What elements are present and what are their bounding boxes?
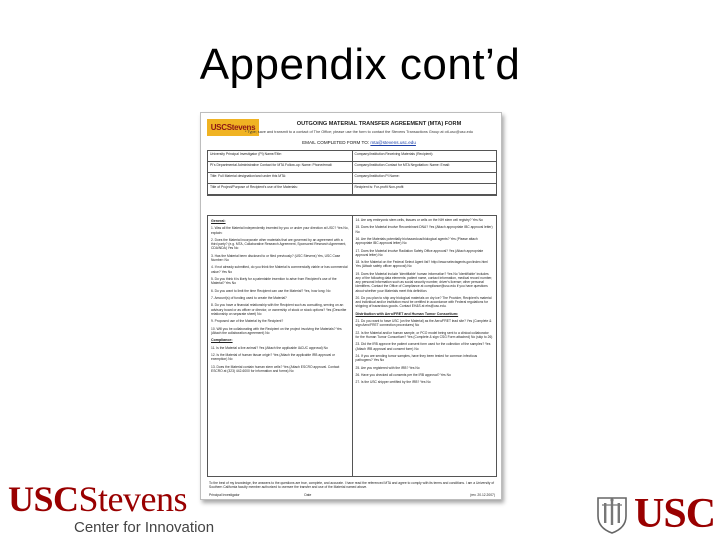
doc-header-cell: University Principal Investigator (PI) Name/Title: bbox=[210, 152, 282, 156]
center-for-innovation-text: Center for Innovation bbox=[74, 519, 215, 536]
usc-wordmark-right: USC bbox=[634, 491, 716, 537]
slide-title: Appendix cont’d bbox=[199, 40, 521, 89]
doc-question: 18. Is the Material on the Federal Select Agent list? http://www.selectagents.gov/index.html Yes (Attach safety officer approval) No bbox=[355, 260, 488, 269]
doc-header-cell: Company/Institution Receiving Materials (Recipient): bbox=[352, 151, 497, 161]
doc-form-title: OUTGOING MATERIAL TRANSFER AGREEMENT (MTA) FORM bbox=[296, 121, 462, 127]
doc-email-label: EMAIL COMPLETED FORM TO: bbox=[302, 140, 370, 145]
doc-header-row bbox=[208, 151, 496, 162]
usc-logo bbox=[594, 490, 720, 540]
doc-question: 8. Do you have a financial relationship with the Recipient such as consulting, serving on an advisory board or as officer or director, or ownership of stock or stock options? Yes (Describe relationship on separate sheet) No bbox=[211, 303, 347, 316]
usc-wordmark-part: USC bbox=[8, 479, 79, 519]
doc-left-column bbox=[208, 216, 352, 476]
doc-question: 4. If not already submitted, do you think the Material is commercially viable or has commercial value? Yes No bbox=[211, 265, 348, 274]
doc-question: 9. Proposed use of the Material by the Recipient? bbox=[211, 319, 284, 324]
doc-usc-stevens-logo: USCStevens bbox=[207, 119, 259, 136]
usc-seal-icon bbox=[594, 494, 630, 534]
doc-question: Compliance: bbox=[211, 338, 233, 343]
doc-question: 11. Is the Material a live animal? Yes (Attach the applicable IACUC approval) No bbox=[211, 345, 328, 350]
doc-question: 2. Does the Material incorporate other materials that are governed by an agreement with a third party? (e.g. MTA, Collaborative Research Agreement, Sponsored Research Agreement, CDA/NDA) Yes No bbox=[211, 237, 347, 251]
doc-header-cell: Company/Institution Contact for MTA Negotiation: Name: Email: bbox=[352, 162, 497, 172]
usc-stevens-wordmark bbox=[8, 480, 208, 518]
doc-question: 7. Amount(s) of funding used to create the Material? bbox=[211, 295, 287, 300]
doc-question: 17. Does the Material involve Radiation Safety Office approval? Yes (Attach appropriate approval letter) No bbox=[355, 248, 484, 257]
doc-header-row bbox=[208, 173, 496, 184]
doc-question: 26. Have you checked all consents per the IRB approval? Yes No bbox=[355, 372, 451, 377]
doc-question: 27. Is the USC shipper certified by the IRB? Yes No bbox=[355, 380, 431, 385]
doc-question: 3. Has the Material been disclosed to or filed previously? (USC Stevens) Yes, USC Case Number: No bbox=[211, 253, 341, 262]
doc-question: 21. Do you want to have USC (on the Material) as the Aero/FRET lead site? Yes (Complete & sign Aero/FRET connection procedures) No bbox=[355, 319, 492, 328]
doc-question: 19. Does the Material include 'identifiable' human information? Yes No 'Identifiable' includes any of the following data elements: patient name, contact information, medical record number, any personal information such as social security number, driver's license; other personal identifiers. Contact the Office of Compliance at compliance@usc.edu if you have questions about whether your Materials meet this definition. bbox=[355, 271, 493, 293]
doc-right-column bbox=[352, 216, 497, 476]
doc-question: General: bbox=[211, 219, 226, 223]
doc-header-row bbox=[208, 184, 496, 195]
doc-signature-row bbox=[209, 493, 495, 497]
doc-question: 13. Does the Material contain human stem cells? Yes (Attach ESCRO approval. Contact ESCRO at (323) 442-6000 for information and forms) No bbox=[211, 364, 340, 373]
doc-date-label: Date bbox=[304, 493, 312, 497]
doc-email-link[interactable]: mta@stevens.usc.edu bbox=[370, 140, 416, 145]
doc-header-cell: Title: Full Material designation/and under this MTA: bbox=[210, 174, 287, 178]
doc-question: 10. Will you be collaborating with the Recipient on the project involving the Materials? Yes (Attach the collaboration agreement) No bbox=[211, 326, 342, 335]
doc-question: 5. Do you think it is likely for a patentable invention to arise from Recipient's use of the Material? Yes No bbox=[211, 276, 337, 286]
doc-questions bbox=[207, 215, 497, 477]
doc-revision: (rev. 20.12.2007) bbox=[470, 493, 495, 497]
doc-header-cell: Title of Project/Purpose of Recipient's use of the Materials: bbox=[210, 185, 298, 189]
doc-question: 16. Are the Materials potentially biohazardous/biological agents? Yes (Please attach appropriate IBC approval letter) No bbox=[355, 236, 478, 246]
doc-header-row bbox=[208, 162, 496, 173]
doc-question: 24. If you are sending tumor samples, have they been tested for common infectious pathogens? Yes No bbox=[355, 353, 478, 363]
doc-email-line bbox=[221, 140, 497, 145]
doc-question: 12. Is the Material of human tissue origin? Yes (Attach the applicable IRB approval or exemption) No bbox=[211, 352, 335, 362]
doc-question: 6. Do you want to limit the time Recipient can use the Material? Yes, how long: No bbox=[211, 288, 331, 293]
doc-question: Distribution with Aero/FRET and Human Tumor Consortium: bbox=[355, 311, 459, 316]
stevens-wordmark-part: Stevens bbox=[78, 479, 188, 519]
doc-header-cell: Company/Institution PI Name: bbox=[352, 173, 497, 183]
doc-instructions: * Type; save and transmit to a contact of The Office; please use the form to contact the Stevens Transactions Group at otl-usc@usc.edu bbox=[245, 130, 473, 134]
doc-question: 23. Did the IRB approve the patient consent form used for the collection of the samples? Yes (Attach IRB approval and consent form) No bbox=[355, 342, 491, 351]
doc-question: 22. Is the Material and/or human sample, or PCO model being sent to a clinical collaborator for the Human Tumor Consortium? Yes (Complete & sign CSG Form attached) No (skip to 26) bbox=[355, 330, 493, 339]
doc-certification: To the best of my knowledge, the answers to the questions are true, complete, and accurate. I have read the referenced MTA and agree to comply with its terms and conditions. I am a University of Southern California faculty member authorized to oversee the transfer and use of the Material named above. bbox=[209, 481, 495, 490]
doc-question: 25. Are you registered with the IRB? Yes No bbox=[355, 365, 420, 370]
doc-question: 14. Are any embryonic stem cells, tissues or cells on the NIH stem cell registry? Yes No bbox=[355, 218, 483, 222]
doc-signature-label: Principal Investigator bbox=[209, 493, 240, 497]
doc-question: 1. Was all the Material independently invented by you or under your direction at USC? Yes No, explain: bbox=[211, 226, 349, 235]
doc-header-table bbox=[207, 150, 497, 196]
doc-question: 20. Do you plan to ship any biological materials on dry ice? The Provider, Recipient's material and individual and/or institution must be certified in accordance with Federal regulations for shipping of hazardous goods. Contact EH&S at ehs@usc.edu. bbox=[355, 295, 492, 309]
usc-stevens-logo bbox=[8, 479, 215, 540]
doc-question: 15. Does the Material involve Recombinant DNA? Yes (Attach appropriate IBC approval letter) No bbox=[355, 225, 493, 234]
doc-header-cell: Recipient is: For-profit Non-profit bbox=[352, 184, 497, 194]
doc-header-cell: PI's Departmental Administrative Contact for MTA Follow-up: Name: Phone/email: bbox=[210, 163, 333, 167]
mta-form-document bbox=[200, 112, 502, 500]
